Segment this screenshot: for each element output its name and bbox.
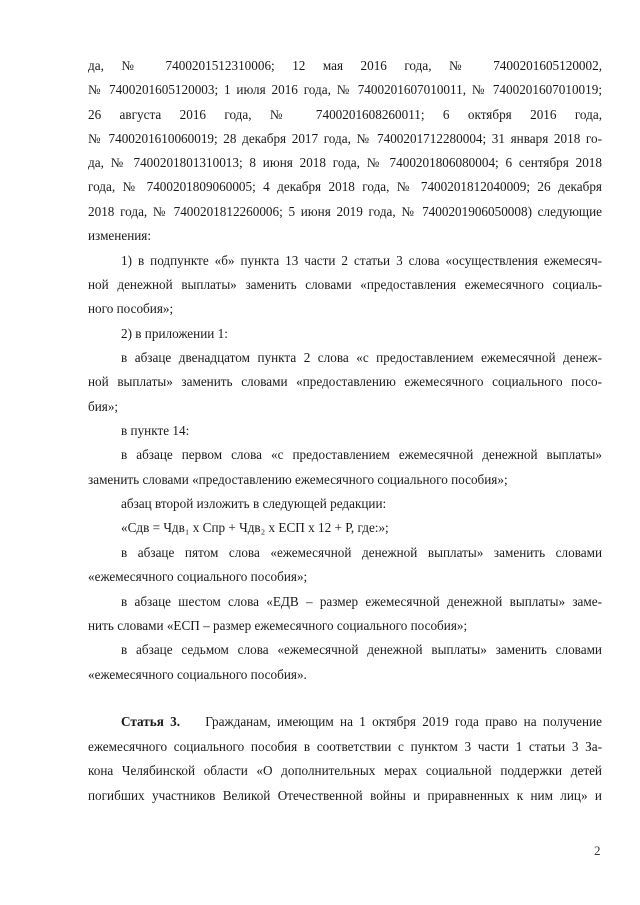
text-line: в пункте 14: (121, 423, 190, 438)
text-line: нить словами «ЕСП – размер ежемесячного социального пособия»; (88, 618, 468, 633)
formula-line: «Сдв = Чдв₁ х Спр + Чдв₂ х ЕСП х 12 + Р, где:»; (121, 520, 389, 535)
text-line: да, № 7400201512310006; 12 мая 2016 года, № 7400201605120002, (88, 58, 602, 73)
text-line: 2) в приложении 1: (121, 326, 228, 341)
text-line: 1) в подпункте «б» пункта 13 части 2 статьи 3 слова «осуществления ежемесяч- (121, 253, 602, 268)
text-line: года, № 7400201809060005; 4 декабря 2018 года, № 7400201812040009; 26 декабря (88, 179, 602, 194)
text-line: в абзаце шестом слова «ЕДВ – размер ежемесячной денежной выплаты» заме- (121, 594, 602, 609)
text-line: заменить словами «предоставлению ежемесячного социального пособия»; (88, 472, 508, 487)
text-line: да, № 7400201801310013; 8 июня 2018 года, № 7400201806080004; 6 сентября 2018 (88, 155, 602, 170)
article-paragraph-line (121, 711, 602, 733)
text-line: в абзаце пятом слова «ежемесячной денежной выплаты» заменить словами (121, 545, 602, 560)
text-line: погибших участников Великой Отечественной войны и приравненных к ним лиц» и (88, 788, 602, 803)
text-line: в абзаце седьмом слова «ежемесячной денежной выплаты» заменить словами (121, 642, 602, 657)
article-heading: Статья 3. (121, 714, 181, 729)
text-line: 2018 года, № 7400201812260006; 5 июня 2019 года, № 7400201906050008) следующие (88, 204, 602, 219)
text-line: № 7400201610060019; 28 декабря 2017 года, № 7400201712280004; 31 января 2018 го- (88, 131, 602, 146)
text-line: № 7400201605120003; 1 июля 2016 года, № 7400201607010011, № 7400201607010019; (88, 82, 602, 97)
text-line: изменения: (88, 228, 152, 243)
page-number: 2 (594, 843, 601, 858)
text-line: «ежемесячного социального пособия»; (88, 569, 308, 584)
text-line: 26 августа 2016 года, № 7400201608260011; 6 октября 2016 года, (88, 107, 602, 122)
text-line: кона Челябинской области «О дополнительных мерах социальной поддержки детей (88, 763, 602, 778)
text-line: ной выплаты» заменить словами «предоставлению ежемесячного социального посо- (88, 374, 602, 389)
text-line: ной денежной выплаты» заменить словами «предоставления ежемесячного социаль- (88, 277, 602, 292)
text-line: абзац второй изложить в следующей редакции: (121, 496, 387, 511)
text-line: в абзаце двенадцатом пункта 2 слова «с предоставлением ежемесячной денеж- (121, 350, 602, 365)
article-text: Гражданам, имеющим на 1 октября 2019 года право на получение (205, 714, 602, 729)
text-line: бия»; (88, 399, 119, 414)
text-line: в абзаце первом слова «с предоставлением ежемесячной денежной выплаты» (121, 447, 602, 462)
text-line: «ежемесячного социального пособия». (88, 667, 307, 682)
text-line: ного пособия»; (88, 301, 174, 316)
text-line: ежемесячного социального пособия в соответствии с пунктом 3 части 1 статьи 3 За- (88, 739, 602, 754)
